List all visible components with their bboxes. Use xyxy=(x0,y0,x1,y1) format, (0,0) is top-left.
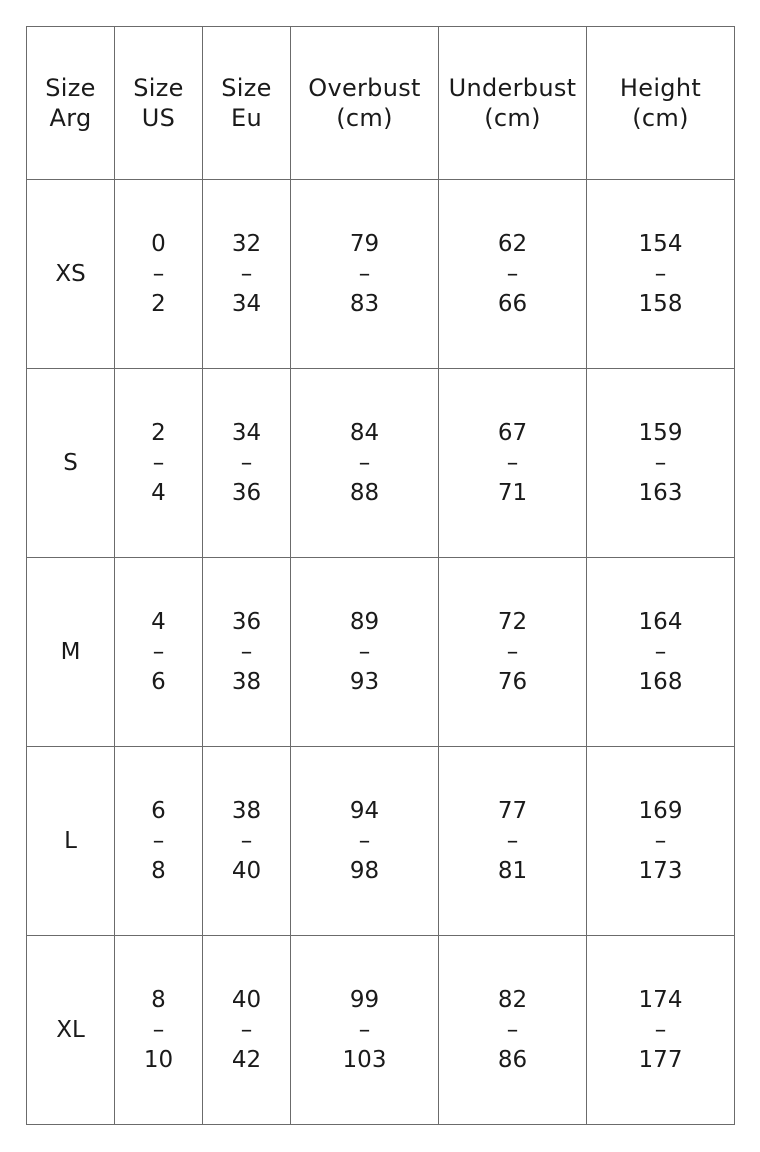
cell-size-arg: L xyxy=(27,747,115,936)
range-from: 77 xyxy=(497,798,528,824)
header-line: US xyxy=(141,104,176,132)
range-to: 6 xyxy=(151,669,166,695)
range-from: 72 xyxy=(497,609,528,635)
range-to: 8 xyxy=(151,858,166,884)
range-from: 99 xyxy=(349,987,380,1013)
header-size-eu xyxy=(203,27,291,180)
range-to: 66 xyxy=(497,291,528,317)
range-separator: – xyxy=(152,1017,165,1043)
range-to: 83 xyxy=(349,291,380,317)
header-line: Height xyxy=(619,74,702,102)
cell-size-us xyxy=(115,747,203,936)
range-to: 10 xyxy=(143,1047,174,1073)
table-row xyxy=(27,558,735,747)
cell-size-arg: XL xyxy=(27,936,115,1125)
cell-height xyxy=(587,180,735,369)
range-to: 81 xyxy=(497,858,528,884)
range-from: 154 xyxy=(638,231,683,257)
range-to: 93 xyxy=(349,669,380,695)
cell-overbust xyxy=(291,558,439,747)
range-separator: – xyxy=(506,639,519,665)
range-to: 36 xyxy=(231,480,262,506)
range-separator: – xyxy=(654,1017,667,1043)
cell-size-us xyxy=(115,936,203,1125)
range-separator: – xyxy=(152,261,165,287)
range-separator: – xyxy=(358,450,371,476)
cell-height xyxy=(587,558,735,747)
range-separator: – xyxy=(358,639,371,665)
range-separator: – xyxy=(240,261,253,287)
cell-size-eu xyxy=(203,558,291,747)
range-to: 34 xyxy=(231,291,262,317)
table-row xyxy=(27,180,735,369)
header-height xyxy=(587,27,735,180)
range-to: 71 xyxy=(497,480,528,506)
range-from: 6 xyxy=(151,798,166,824)
range-to: 168 xyxy=(638,669,683,695)
range-from: 8 xyxy=(151,987,166,1013)
header-line: Underbust xyxy=(448,74,577,102)
range-from: 169 xyxy=(638,798,683,824)
cell-underbust xyxy=(439,747,587,936)
range-from: 4 xyxy=(151,609,166,635)
range-separator: – xyxy=(240,450,253,476)
range-from: 94 xyxy=(349,798,380,824)
cell-height xyxy=(587,936,735,1125)
range-from: 164 xyxy=(638,609,683,635)
cell-size-eu xyxy=(203,747,291,936)
range-to: 86 xyxy=(497,1047,528,1073)
cell-size-arg: M xyxy=(27,558,115,747)
range-from: 36 xyxy=(231,609,262,635)
range-from: 40 xyxy=(231,987,262,1013)
cell-size-eu xyxy=(203,180,291,369)
range-separator: – xyxy=(152,828,165,854)
cell-underbust xyxy=(439,558,587,747)
table-row xyxy=(27,936,735,1125)
range-separator: – xyxy=(240,639,253,665)
range-separator: – xyxy=(506,828,519,854)
range-to: 88 xyxy=(349,480,380,506)
table-row xyxy=(27,747,735,936)
range-from: 82 xyxy=(497,987,528,1013)
range-from: 89 xyxy=(349,609,380,635)
cell-size-us xyxy=(115,369,203,558)
header-line: Eu xyxy=(231,104,262,132)
cell-size-arg: XS xyxy=(27,180,115,369)
range-separator: – xyxy=(506,261,519,287)
header-size-us xyxy=(115,27,203,180)
cell-height xyxy=(587,747,735,936)
range-to: 38 xyxy=(231,669,262,695)
range-separator: – xyxy=(654,828,667,854)
header-line: Size xyxy=(133,74,184,102)
cell-overbust xyxy=(291,936,439,1125)
cell-overbust xyxy=(291,747,439,936)
range-from: 32 xyxy=(231,231,262,257)
header-line: Arg xyxy=(49,104,92,132)
range-from: 2 xyxy=(151,420,166,446)
range-separator: – xyxy=(358,1017,371,1043)
header-row xyxy=(27,27,735,180)
range-separator: – xyxy=(654,450,667,476)
range-separator: – xyxy=(654,261,667,287)
cell-size-eu xyxy=(203,369,291,558)
range-to: 4 xyxy=(151,480,166,506)
range-to: 103 xyxy=(342,1047,387,1073)
range-from: 0 xyxy=(151,231,166,257)
cell-overbust xyxy=(291,180,439,369)
range-separator: – xyxy=(240,828,253,854)
header-line: Size xyxy=(45,74,96,102)
header-underbust xyxy=(439,27,587,180)
cell-underbust xyxy=(439,936,587,1125)
range-separator: – xyxy=(654,639,667,665)
range-from: 67 xyxy=(497,420,528,446)
header-line: (cm) xyxy=(336,104,393,132)
range-to: 177 xyxy=(638,1047,683,1073)
header-line: Overbust xyxy=(308,74,421,102)
range-separator: – xyxy=(240,1017,253,1043)
range-from: 62 xyxy=(497,231,528,257)
range-from: 84 xyxy=(349,420,380,446)
cell-size-us xyxy=(115,180,203,369)
range-to: 42 xyxy=(231,1047,262,1073)
cell-underbust xyxy=(439,180,587,369)
cell-size-eu xyxy=(203,936,291,1125)
size-chart-table xyxy=(26,26,735,1125)
header-line: (cm) xyxy=(632,104,689,132)
header-overbust xyxy=(291,27,439,180)
range-separator: – xyxy=(358,828,371,854)
range-from: 38 xyxy=(231,798,262,824)
range-separator: – xyxy=(506,1017,519,1043)
range-to: 40 xyxy=(231,858,262,884)
cell-size-arg: S xyxy=(27,369,115,558)
cell-size-us xyxy=(115,558,203,747)
range-to: 158 xyxy=(638,291,683,317)
range-to: 163 xyxy=(638,480,683,506)
range-separator: – xyxy=(152,639,165,665)
cell-height xyxy=(587,369,735,558)
header-line: (cm) xyxy=(484,104,541,132)
range-to: 2 xyxy=(151,291,166,317)
range-to: 76 xyxy=(497,669,528,695)
range-from: 34 xyxy=(231,420,262,446)
header-line: Size xyxy=(221,74,272,102)
header-size-arg xyxy=(27,27,115,180)
cell-overbust xyxy=(291,369,439,558)
range-separator: – xyxy=(358,261,371,287)
range-from: 159 xyxy=(638,420,683,446)
range-from: 174 xyxy=(638,987,683,1013)
table-row xyxy=(27,369,735,558)
range-to: 173 xyxy=(638,858,683,884)
range-separator: – xyxy=(506,450,519,476)
range-to: 98 xyxy=(349,858,380,884)
range-separator: – xyxy=(152,450,165,476)
range-from: 79 xyxy=(349,231,380,257)
cell-underbust xyxy=(439,369,587,558)
